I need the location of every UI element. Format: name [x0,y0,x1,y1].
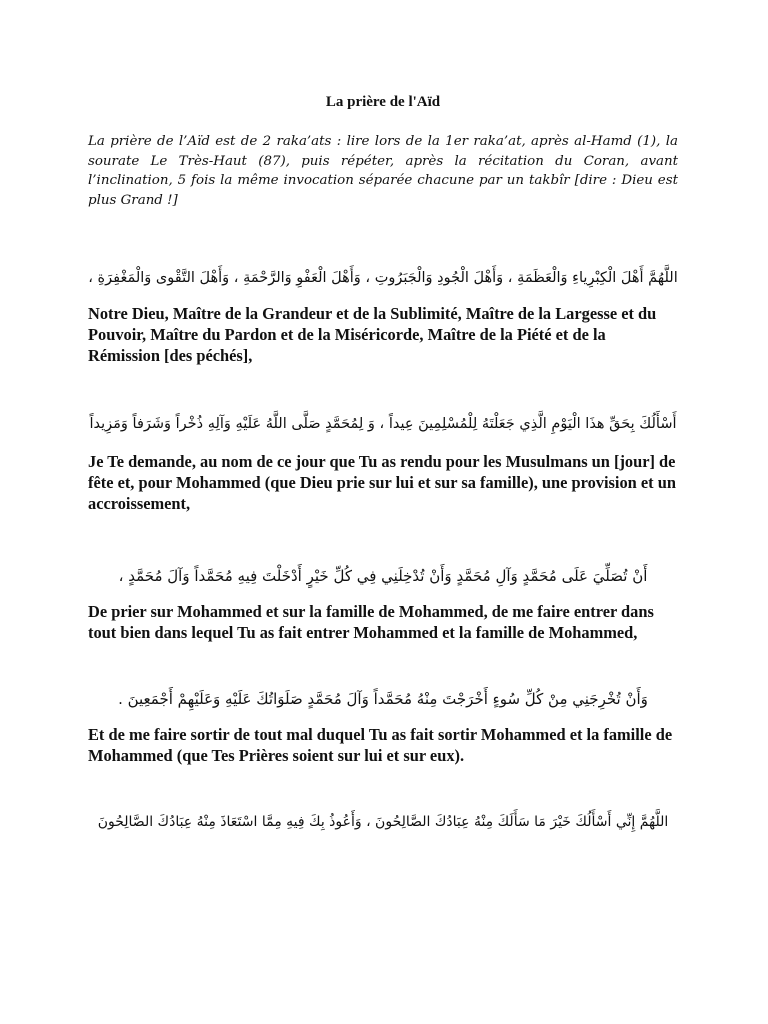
french-translation-3: De prier sur Mohammed et sur la famille de Mohammed, de me faire entrer dans tout bien dans lequel Tu as fait entrer Mohammed et la famille de Mohammed, [88,602,654,642]
arabic-invocation-2: أَسْأَلُكَ بِحَقِّ هذَا الْيَوْمِ الَّذِي جَعَلْتَهُ لِلْمُسْلِمِينَ عِيداً ، وَ لِمُحَمَّدٍ صَلَّى اللَّهُ عَلَيْهِ وَآلِهِ ذُخْراً وَشَرَفاً وَمَزِيداً [89,416,677,432]
arabic-invocation-5: اللَّهُمَّ إِنِّي أَسْأَلُكَ خَيْرَ مَا سَأَلَكَ مِنْهُ عِبَادُكَ الصَّالِحُونَ ، وَأَعُوذُ بِكَ فِيهِ مِمَّا اسْتَعَاذَ مِنْهُ عِبَادُكَ الصَّالِحُونَ [97,814,669,830]
french-translation-4: Et de me faire sortir de tout mal duquel Tu as fait sortir Mohammed et la famille de Mohammed (que Tes Prières soient sur lui et sur eux). [88,725,673,765]
french-translation-2: Je Te demande, au nom de ce jour que Tu as rendu pour les Musulmans un [jour] de fête et, pour Mohammed (que Dieu prie sur lui et sur sa famille), une provision et un accroissement, [88,452,676,513]
intro-paragraph: La prière de l’Aïd est de 2 raka’ats : lire lors de la 1er raka’at, après al-Hamd (1), la sourate Le Très-Haut (87), puis répéter, après la récitation du Coran, avant l’inclination, 5 fois la même invocation séparée chacune par un takbîr [dire : Dieu est plus Grand !] [88,134,678,208]
document-page [88,92,678,834]
arabic-invocation-1: اللَّهُمَّ أَهْلَ الْكِبْرِياءِ وَالْعَظَمَةِ ، وَأَهْلَ الْجُودِ وَالْجَبَرُوتِ ، وَأَهْلَ الْعَفْوِ وَالرَّحْمَةِ ، وَأَهْلَ التَّقْوى وَالْمَغْفِرَةِ ، [88,270,678,286]
document-title: La prière de l'Aïd [325,94,441,110]
arabic-invocation-3: أَنْ تُصَلِّيَ عَلَى مُحَمَّدٍ وَآلِ مُحَمَّدٍ وَأَنْ تُدْخِلَنِي فِي كُلِّ خَيْرٍ أَدْخَلْتَ فِيهِ مُحَمَّداً وَآلَ مُحَمَّدٍ ، [118,567,648,585]
french-translation-1: Notre Dieu, Maître de la Grandeur et de la Sublimité, Maître de la Largesse et du Pouvoir, Maître du Pardon et de la Miséricorde, Maître de la Piété et de la Rémission [des péchés], [88,304,657,365]
arabic-invocation-4: وَأَنْ تُخْرِجَنِي مِنْ كُلِّ سُوءٍ أَخْرَجْتَ مِنْهُ مُحَمَّداً وَآلَ مُحَمَّدٍ صَلَوَاتُكَ عَلَيْهِ وَعَلَيْهِمْ أَجْمَعِينَ . [118,690,648,708]
